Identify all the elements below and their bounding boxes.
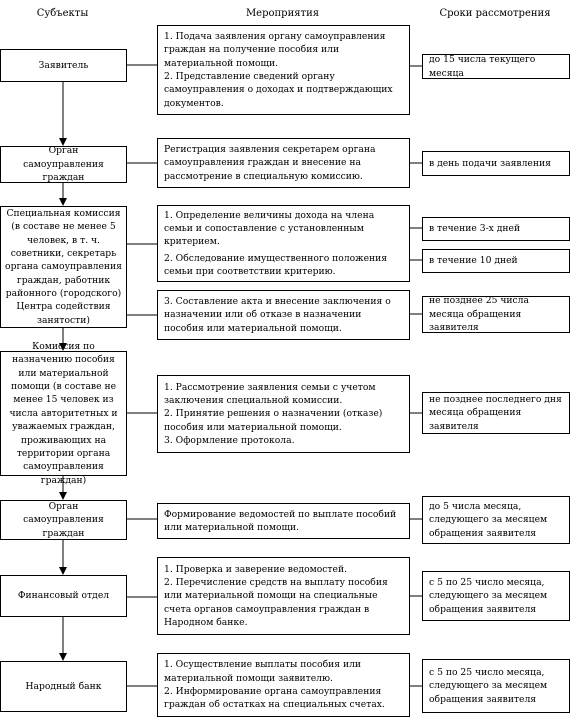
header-terms: Сроки рассмотрения	[439, 8, 551, 19]
activity-4-item-1: 1. Рассмотрение заявления семьи с учетом заключения специальной комиссии.	[164, 381, 376, 406]
activity-box-7	[157, 653, 410, 717]
activity-box-4	[157, 375, 410, 453]
activity-box-3a	[157, 205, 410, 282]
term-box-6: с 5 по 25 число месяца, следующего за месяцем обращения заявителя	[422, 571, 570, 621]
term-box-1: до 15 числа текущего месяца	[422, 54, 570, 79]
activity-box-6	[157, 557, 410, 635]
activity-3a-item-1: 1. Определение величины дохода на члена семьи и сопоставление с установленным критерием.	[164, 209, 375, 248]
subject-applicant: Заявитель	[0, 49, 127, 82]
activity-box-2	[157, 138, 410, 188]
activity-6-item-1: 1. Проверка и заверение ведомостей.	[164, 563, 347, 575]
activity-box-3b	[157, 290, 410, 340]
term-box-7: с 5 по 25 число месяца, следующего за месяцем обращения заявителя	[422, 659, 570, 713]
activity-box-1	[157, 25, 410, 115]
activity-box-5	[157, 503, 410, 539]
term-box-2: в день подачи заявления	[422, 151, 570, 176]
activity-3a-item-2: 2. Обследование имущественного положения семьи при соответствии критерию.	[164, 252, 388, 278]
term-box-3b: в течение 10 дней	[422, 249, 570, 273]
activity-4-item-2: 2. Принятие решения о назначении (отказе) пособия или материальной помощи.	[164, 408, 383, 433]
term-box-4: не позднее последнего дня месяца обращения заявителя	[422, 392, 570, 434]
subject-finance-department: Финансовый отдел	[0, 575, 127, 617]
subject-peoples-bank: Народный банк	[0, 661, 127, 712]
header-activities: Мероприятия	[245, 8, 320, 19]
activity-1-item-1: 1. Подача заявления органу самоуправления граждан на получение пособия или материальной помощи.	[164, 30, 386, 69]
activity-3b-item-1: 3. Составление акта и внесение заключения о назначении или об отказе в назначении пособия или материальной помощи.	[164, 295, 391, 334]
subject-assignment-commission: Комиссия по назначению пособия или материальной помощи (в составе не менее 15 человек из числа авторитетных и уважаемых граждан, проживающих на территории органа самоуправления граждан)	[0, 351, 127, 476]
term-box-3c: не позднее 25 числа месяца обращения заявителя	[422, 296, 570, 333]
term-box-5: до 5 числа месяца, следующего за месяцем обращения заявителя	[422, 496, 570, 544]
activity-4-item-3: 3. Оформление протокола.	[164, 435, 295, 447]
activity-2-item-1: Регистрация заявления секретарем органа самоуправления граждан и внесение на рассмотрение в специальную комиссию.	[164, 143, 376, 182]
activity-6-item-2: 2. Перечисление средств на выплату пособия или материальной помощи на специальные счета органов самоуправления граждан в Народном банке.	[164, 576, 388, 629]
subject-special-commission: Специальная комиссия (в составе не менее 5 человек, в т. ч. советники, секретарь органа самоуправления граждан, работник районного (городского) Центра содействия занятости)	[0, 206, 127, 328]
activity-7-item-1: 1. Осуществление выплаты пособия или материальной помощи заявителю.	[164, 659, 362, 684]
activity-7-item-2: 2. Информирование органа самоуправления граждан об остатках на специальных счетах.	[164, 686, 385, 711]
subject-self-government-2: Орган самоуправления граждан	[0, 500, 127, 540]
activity-1-item-2: 2. Представление сведений органу самоуправления о доходах и подтверждающих документов.	[164, 71, 393, 109]
activity-5-item-1: Формирование ведомостей по выплате пособий или материальной помощи.	[164, 508, 397, 533]
subject-self-government: Орган самоуправления граждан	[0, 146, 127, 183]
term-box-3a: в течение 3-х дней	[422, 217, 570, 241]
header-subjects: Субъекты	[36, 8, 89, 19]
